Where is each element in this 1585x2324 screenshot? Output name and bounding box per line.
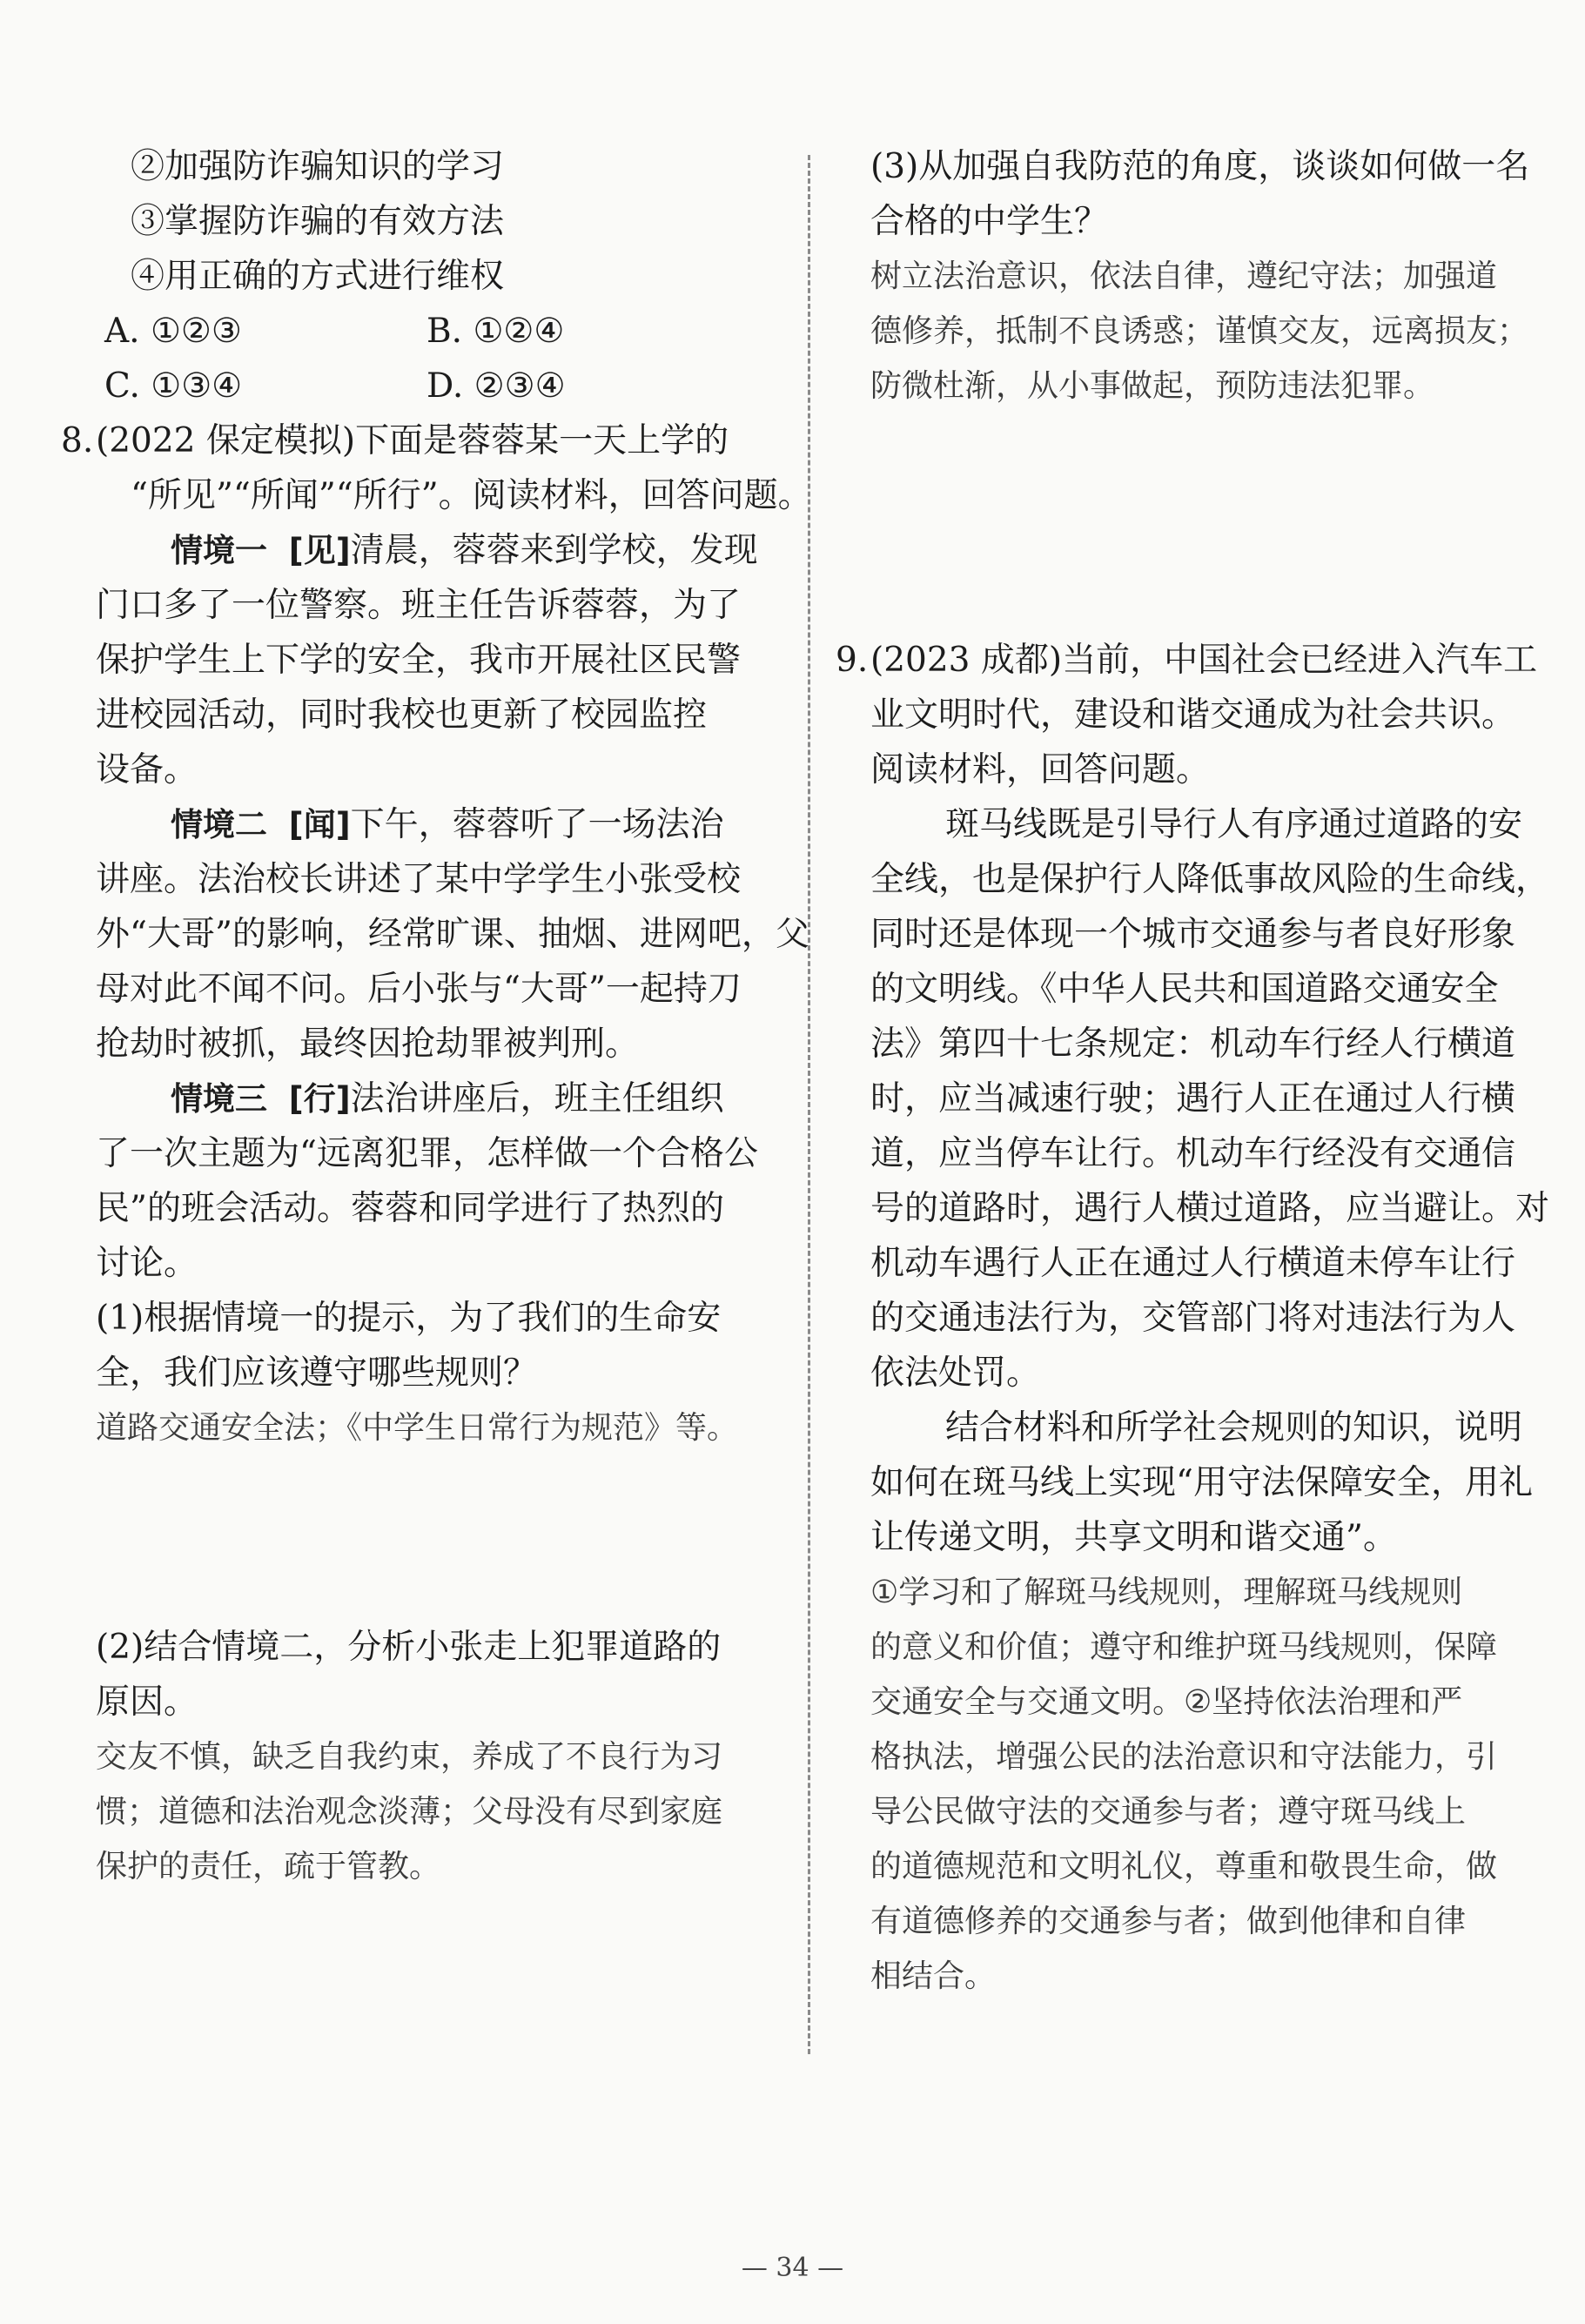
q9-answer-line: ①学习和了解斑马线规则，理解斑马线规则 bbox=[870, 1575, 1463, 1610]
q8-answer-3: 德修养，抵制不良诱惑；谨慎交友，远离损友； bbox=[870, 313, 1529, 349]
q9-task-line: 结合材料和所学社会规则的知识，说明 bbox=[945, 1408, 1523, 1447]
q9-material-line: 全线，也是保护行人降低事故风险的生命线， bbox=[870, 860, 1550, 899]
q9-material-line: 道，应当停车让行。机动车行经没有交通信 bbox=[870, 1134, 1516, 1173]
q9-material-line: 法》第四十七条规定：机动车行经人行横道 bbox=[870, 1024, 1516, 1064]
q8-answer-1: 道路交通安全法；《中学生日常行为规范》等。 bbox=[96, 1410, 739, 1446]
q8-text-line: 保护学生上下学的安全，我市开展社区民警 bbox=[96, 641, 742, 680]
q9-material-line: 机动车遇行人正在通过人行横道未停车让行 bbox=[870, 1244, 1516, 1283]
q7-options-row bbox=[96, 304, 783, 359]
q8-stem-line: “所见”“所闻”“所行”。阅读材料，回答问题。 bbox=[131, 476, 812, 515]
q9-task-line: 让传递文明，共享文明和谐交通”。 bbox=[870, 1518, 1397, 1557]
q9-material-line: 的交通违法行为，交管部门将对违法行为人 bbox=[870, 1299, 1516, 1338]
q8-sub-question-3: 合格的中学生？ bbox=[870, 202, 1109, 241]
q8-text-line: 讨论。 bbox=[96, 1244, 198, 1283]
q8-sub-question-1: (1)根据情境一的提示，为了我们的生命安 bbox=[96, 1299, 722, 1338]
q9-answer-line: 格执法，增强公民的法治意识和守法能力，引 bbox=[870, 1739, 1498, 1775]
q8-scenario-2: 情境二 [闻]下午，蓉蓉听了一场法治 bbox=[171, 805, 724, 844]
q8-stem: 8.(2022 保定模拟)下面是蓉蓉某一天上学的 bbox=[61, 413, 783, 468]
q9-answer-line: 导公民做守法的交通参与者；遵守斑马线上 bbox=[870, 1794, 1467, 1830]
q8-sub-question-2: (2)结合情境二，分析小张走上犯罪道路的 bbox=[96, 1628, 722, 1667]
q7-option-a: A. ①②③ bbox=[104, 312, 242, 351]
q8-answer-3: 防微杜渐，从小事做起，预防违法犯罪。 bbox=[870, 368, 1435, 404]
q9-material-line: 依法处罚。 bbox=[870, 1353, 1041, 1393]
column-divider bbox=[808, 155, 810, 2054]
q8-text-line: 抢劫时被抓，最终因抢劫罪被判刑。 bbox=[96, 1024, 640, 1064]
q8-text-line: 外“大哥”的影响，经常旷课、抽烟、进网吧，父 bbox=[96, 915, 809, 954]
q8-scenario-3: 情境三 [行]法治讲座后，班主任组织 bbox=[171, 1079, 724, 1118]
q8-answer-3: 树立法治意识，依法自律，遵纪守法；加强道 bbox=[870, 259, 1498, 294]
q9-answer-line: 的道德规范和文明礼仪，尊重和敬畏生命，做 bbox=[870, 1849, 1498, 1884]
q7-item: ②加强防诈骗知识的学习 bbox=[131, 147, 505, 186]
q8-text-line: 了一次主题为“远离犯罪，怎样做一个合格公 bbox=[96, 1134, 758, 1173]
q8-scenario-1: 情境一 [见]清晨，蓉蓉来到学校，发现 bbox=[171, 531, 758, 570]
q9-answer-line: 相结合。 bbox=[870, 1958, 997, 1994]
q8-sub-question-2: 原因。 bbox=[96, 1683, 198, 1722]
q8-text-line: 母对此不闻不问。后小张与“大哥”一起持刀 bbox=[96, 970, 742, 1009]
q9-material-line: 同时还是体现一个城市交通参与者良好形象 bbox=[870, 915, 1516, 954]
q9-number: 9. bbox=[836, 641, 869, 680]
q8-text-line: 民”的班会活动。蓉蓉和同学进行了热烈的 bbox=[96, 1189, 724, 1228]
q7-options-row bbox=[96, 359, 783, 413]
right-column bbox=[836, 139, 1550, 2004]
q9-task-line: 如何在斑马线上实现“用守法保障安全，用礼 bbox=[870, 1463, 1533, 1502]
q7-option-c: C. ①③④ bbox=[104, 366, 243, 406]
q9-stem-line: 阅读材料，回答问题。 bbox=[870, 750, 1211, 789]
q9-material-line: 时，应当减速行驶；遇行人正在通过人行横 bbox=[870, 1079, 1516, 1118]
q9-answer-line: 的意义和价值；遵守和维护斑马线规则，保障 bbox=[870, 1629, 1498, 1665]
scenario-title: 情境三 bbox=[171, 1080, 267, 1118]
q8-answer-2: 惯；道德和法治观念淡薄；父母没有尽到家庭 bbox=[96, 1794, 723, 1830]
q9-answer-line: 有道德修养的交通参与者；做到他律和自律 bbox=[870, 1904, 1467, 1939]
q9-material-line: 的文明线。《中华人民共和国道路交通安全 bbox=[870, 970, 1499, 1009]
q8-number: 8. bbox=[61, 421, 94, 460]
scenario-title: 情境二 bbox=[171, 806, 267, 843]
q8-text-line: 讲座。法治校长讲述了某中学学生小张受校 bbox=[96, 860, 742, 899]
q7-option-d: D. ②③④ bbox=[426, 366, 566, 406]
q9-answer-line: 交通安全与交通文明。②坚持依法治理和严 bbox=[870, 1684, 1463, 1720]
scenario-tag: [行] bbox=[288, 1080, 351, 1118]
page-number: — 34 — bbox=[741, 2253, 844, 2283]
scenario-title: 情境一 bbox=[171, 532, 267, 569]
q7-option-b: B. ①②④ bbox=[426, 312, 565, 351]
q7-item: ③掌握防诈骗的有效方法 bbox=[131, 202, 505, 241]
q8-sub-question-1: 全，我们应该遵守哪些规则？ bbox=[96, 1353, 538, 1393]
q9-stem-line: 业文明时代，建设和谐交通成为社会共识。 bbox=[870, 695, 1516, 735]
left-column bbox=[61, 139, 812, 1894]
q8-sub-question-3: (3)从加强自我防范的角度，谈谈如何做一名 bbox=[870, 147, 1530, 186]
q8-text-line: 设备。 bbox=[96, 750, 198, 789]
q8-answer-2: 保护的责任，疏于管教。 bbox=[96, 1849, 441, 1884]
scenario-tag: [见] bbox=[288, 532, 351, 569]
q7-item: ④用正确的方式进行维权 bbox=[131, 257, 505, 296]
q8-answer-2: 交友不慎，缺乏自我约束，养成了不良行为习 bbox=[96, 1739, 723, 1775]
q9-stem: 9.(2023 成都)当前，中国社会已经进入汽车工 bbox=[836, 633, 1549, 688]
scenario-tag: [闻] bbox=[288, 806, 351, 843]
q9-material-line: 号的道路时，遇行人横过道路，应当避让。对 bbox=[870, 1189, 1550, 1228]
q9-material-line: 斑马线既是引导行人有序通过道路的安 bbox=[945, 805, 1523, 844]
q8-text-line: 进校园活动，同时我校也更新了校园监控 bbox=[96, 695, 708, 735]
q8-text-line: 门口多了一位警察。班主任告诉蓉蓉，为了 bbox=[96, 586, 742, 625]
